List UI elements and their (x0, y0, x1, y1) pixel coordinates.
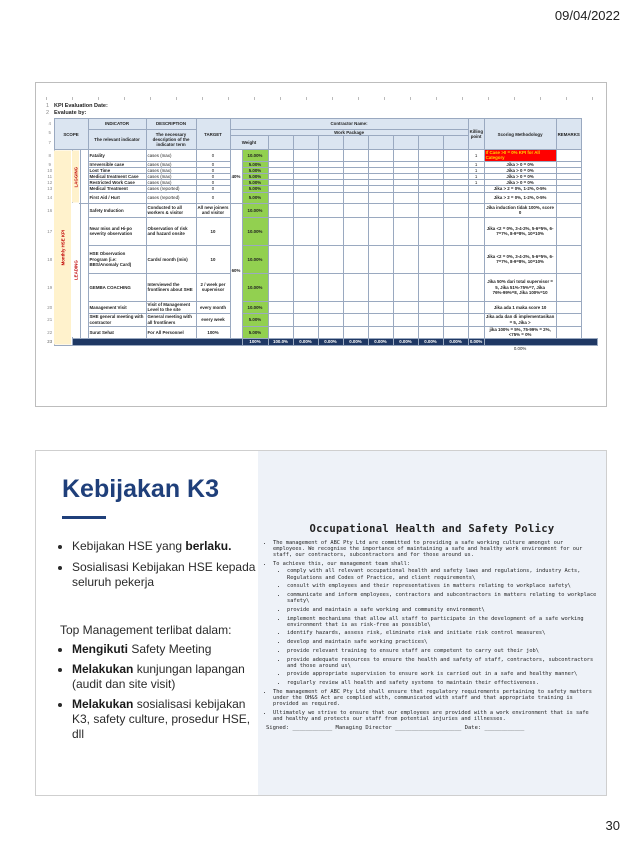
totals-spacer (72, 338, 242, 345)
lagging-description: cases (max) (146, 174, 196, 180)
leading-indicator: SHE general meeting with contractor (88, 313, 146, 326)
blank-row (54, 345, 484, 352)
score-cell (343, 150, 368, 161)
score-cell (443, 217, 468, 245)
total-score: 0.00% (443, 338, 468, 345)
scoring-header: Scoring Methodology (484, 119, 556, 150)
leading-killing-point (468, 273, 484, 301)
leading-killing-point (468, 203, 484, 217)
lagging-target: 0 (196, 167, 230, 173)
score-cell (318, 313, 343, 326)
management-verb: Melakukan (72, 662, 134, 676)
title-underline (62, 516, 106, 519)
scope-leading-label: LEADING (72, 203, 80, 338)
total-score: 0.00% (293, 338, 318, 345)
leading-scoring: Jika ada dan di implementasikan = 5, Jika > (485, 314, 555, 325)
totals-row (46, 338, 598, 345)
policy-item: • comply with all relevant occupational health and safety laws and regulations, industry Acts, Regulations and Codes of Practice, and client requirements\ (287, 568, 598, 580)
leading-weight: 10.00% (242, 245, 268, 273)
page-number: 30 (605, 818, 620, 833)
leading-indicator: Near miss and Hi-po severity observation (88, 217, 146, 245)
score-cell (368, 150, 393, 161)
leading-indicator: GEMBA COACHING (88, 273, 146, 301)
score-cell (318, 150, 343, 161)
row-number: 14 (47, 195, 53, 201)
leading-description: For All Personnel (146, 326, 196, 338)
score-cell (343, 217, 368, 245)
score-cell (443, 245, 468, 273)
row-number: 13 (47, 186, 53, 192)
bullet-item (72, 560, 260, 590)
remarks-cell (556, 217, 581, 245)
leading-target: All new joiners and visitor (197, 204, 229, 216)
lagging-indicator: Lost Time (88, 167, 146, 173)
score-cell (293, 245, 318, 273)
score-cell (318, 273, 343, 301)
policy-item: • develop and maintain safe working practices\ (287, 639, 598, 645)
leading-target: 2 / week per supervisor (196, 273, 230, 301)
leading-target: every week (196, 313, 230, 326)
lagging-weight: 5.00% (242, 161, 268, 167)
remarks-cell (556, 150, 581, 161)
row-number: 7 (48, 140, 51, 146)
row-number: 1 (46, 103, 50, 109)
leading-scoring: Jika <2 = 0%, 3-4-2%, 5-6=5%, 6-7=7%, 8-9=8%, 10=10% (484, 217, 556, 245)
score-cell (343, 203, 368, 217)
lagging-weight: 5.00% (242, 180, 268, 186)
score-cell (318, 192, 343, 203)
policy-item: • implement mechanisms that allow all staff to participate in the development of a safe working environment that is as risk-free as possible\ (287, 616, 598, 628)
remarks-cell (556, 313, 581, 326)
score-cell (293, 203, 318, 217)
killing-point-header: Killing point (468, 119, 484, 150)
leading-description: Cards/ month (min) (146, 245, 196, 273)
score-cell (393, 217, 418, 245)
lagging-killing-point: 1 (468, 180, 484, 186)
score-cell (368, 326, 393, 338)
lagging-weight: 5.00% (242, 192, 268, 203)
row-number: 22 (47, 329, 53, 335)
score-cell (268, 313, 293, 326)
policy-signature-line: Signed: ____________ Managing Director ____________________ Date: ____________ (266, 725, 525, 732)
row-number: 8 (48, 152, 51, 158)
row-number (46, 345, 54, 352)
policy-document (258, 451, 606, 795)
row-number: 16 (47, 207, 53, 213)
total-score: 0.00% (418, 338, 443, 345)
policy-item: • communicate and inform employees, contractors and subcontractors in matters relating to workplace safety\ (287, 592, 598, 604)
score-cell (418, 192, 443, 203)
remarks-cell (556, 245, 581, 273)
policy-item: • provide and maintain a safe working and community environment\ (287, 607, 598, 613)
leading-target: every month (196, 301, 230, 313)
score-cell (418, 217, 443, 245)
row-number: 11 (47, 174, 53, 180)
work-package-cell (393, 136, 418, 150)
scope-header: SCOPE (54, 119, 88, 150)
score-cell (368, 313, 393, 326)
total-score: 0.00% (368, 338, 393, 345)
lagging-description: cases (reported) (146, 186, 196, 192)
lagging-weight: 5.00% (242, 174, 268, 180)
bullet-text: Sosialisasi Kebijakan HSE kepada seluruh pekerja (72, 560, 256, 589)
indicator-header: INDICATOR (88, 119, 146, 130)
policy-item: • provide appropriate supervision to ensure work is carried out in a safe and healthy manner\ (287, 671, 598, 677)
lagging-scoring: Jika > 2 = 0%, 1-2%, 0-5% (484, 192, 556, 203)
row-number: 10 (47, 167, 53, 173)
header-date: 09/04/2022 (554, 8, 620, 23)
lagging-indicator: First Aid / Hurt (88, 192, 146, 203)
score-cell (268, 326, 293, 338)
leading-description: Conducted to all workers & visitor (146, 203, 196, 217)
leading-scoring: Jika 50% dari total supervisor = 5, Jika 51%-75%=7, Jika 76%-99%=8, Jika 100%=10 (484, 273, 556, 301)
score-cell (318, 301, 343, 313)
score-cell (343, 313, 368, 326)
total-group-weight: 100% (242, 338, 268, 345)
leading-description: Visit of Management Level to the site (146, 301, 196, 313)
policy-lead: To achieve this, our management team shall: (273, 561, 411, 568)
management-text: sosialisasi kebijakan K3, safety culture, prosedur HSE, dll (72, 697, 251, 741)
score-cell (368, 192, 393, 203)
scope-monthly-label: Monthly HSE KPI (54, 150, 72, 345)
lagging-target: 0 (196, 150, 230, 161)
score-cell (393, 150, 418, 161)
lagging-killing-point: 1 (468, 150, 484, 161)
lagging-weight: 5.00% (242, 167, 268, 173)
lagging-indicator: Restricted Work Case (88, 180, 146, 186)
leading-killing-point (468, 326, 484, 338)
total-score: 0.00% (318, 338, 343, 345)
policy-intro: • The management of ABC Pty Ltd are committed to providing a safe working culture amongst our employees. We recognise the importance of maintaining a safe and healthy work environment for our staff, our contractors, subcontractors and for those around us. (273, 540, 598, 559)
leading-description: General meeting with all frontliners (146, 313, 196, 326)
management-verb: Mengikuti (72, 642, 128, 656)
slide-title: Kebijakan K3 (62, 475, 220, 503)
lagging-target: 0 (196, 161, 230, 167)
row-number: 17 (47, 228, 53, 234)
leading-weight: 5.00% (242, 313, 268, 326)
remarks-cell (556, 273, 581, 301)
score-cell (443, 273, 468, 301)
remarks-header: REMARKS (556, 119, 581, 150)
leading-target: 10 (196, 245, 230, 273)
lagging-killing-point (468, 192, 484, 203)
lagging-scoring: If Case >0 = 0% KPI for All Category (484, 150, 556, 161)
score-cell (293, 273, 318, 301)
score-cell (268, 301, 293, 313)
leading-weight: 10.00% (242, 301, 268, 313)
totals-tail (484, 338, 597, 345)
row-number: 4 (48, 121, 51, 127)
score-cell (293, 313, 318, 326)
leading-indicator: Safety Induction (88, 203, 146, 217)
score-cell (293, 217, 318, 245)
management-item (72, 662, 260, 692)
score-cell (418, 326, 443, 338)
score-cell (418, 203, 443, 217)
evaluation-date-label: KPI Evaluation Date: (54, 103, 108, 109)
lagging-indicator: Irreversible case (88, 161, 146, 167)
evaluate-by-label: Evaluate by: (54, 110, 87, 116)
leading-target: 100% (196, 326, 230, 338)
remarks-cell (556, 301, 581, 313)
remarks-cell (556, 203, 581, 217)
row-number: 19 (47, 284, 53, 290)
bullet-text: Kebijakan HSE yang (72, 539, 186, 553)
lagging-scoring: Jika > 0 = 0% (484, 161, 556, 167)
row-number: 21 (47, 317, 53, 323)
score-cell (368, 245, 393, 273)
row-number: 9 (48, 161, 51, 167)
score-cell (393, 245, 418, 273)
leading-weight: 5.00% (242, 326, 268, 338)
lagging-description: cases (max) (146, 180, 196, 186)
score-cell (343, 301, 368, 313)
row-number: 18 (47, 256, 53, 262)
indicator-subheader: The relevant indicator (88, 130, 146, 150)
score-cell (293, 326, 318, 338)
policy-item: • regularly review all health and safety systems to maintain their effectiveness. (287, 680, 598, 686)
policy-closing: • The management of ABC Pty Ltd shall ensure that regulatory requirements pertaining to safety matters under the OH&S Act are complied with, communicated with staff and that appropriate training is provided as required. (273, 689, 598, 708)
kpi-slide (35, 82, 607, 407)
leading-description: Observation of risk and hazard onsite (146, 217, 196, 245)
leading-killing-point (468, 301, 484, 313)
kpi-spreadsheet (46, 97, 598, 402)
score-cell (268, 245, 293, 273)
row-number: 23 (47, 339, 53, 345)
policy-item: • provide relevant training to ensure staff are competent to carry out their job\ (287, 648, 598, 654)
bullet-item (72, 539, 260, 554)
lagging-killing-point: 1 (468, 167, 484, 173)
lagging-target: 0 (196, 174, 230, 180)
score-cell (268, 273, 293, 301)
score-cell (393, 326, 418, 338)
score-cell (268, 203, 293, 217)
lagging-target: 0 (196, 186, 230, 192)
total-score: 0.00% (343, 338, 368, 345)
score-cell (268, 150, 293, 161)
lagging-weight: 5.00% (242, 186, 268, 192)
policy-lead-item (273, 561, 598, 686)
target-header: TARGET (196, 119, 230, 150)
lagging-scoring: Jika > 2 = 0%, 1-2%, 0-5% (484, 186, 556, 192)
work-package-cell (293, 136, 318, 150)
score-cell (368, 217, 393, 245)
score-cell (368, 203, 393, 217)
score-cell (368, 273, 393, 301)
leading-weight: 10.00% (242, 203, 268, 217)
lagging-indicator: Medical treatment Case (88, 174, 146, 180)
score-cell (368, 301, 393, 313)
total-weight: 100.0% (268, 338, 293, 345)
lagging-killing-point: 1 (468, 161, 484, 167)
bullet-bold: berlaku. (185, 539, 232, 553)
kpi-table (46, 118, 598, 352)
score-cell (443, 192, 468, 203)
management-item (72, 642, 260, 657)
leading-scoring: Jika ada 1 maka score 10 (484, 301, 556, 313)
management-verb: Melakukan (72, 697, 134, 711)
leading-scoring: jika 100% = 5%, 75-99% = 2%, <75% = 0% (484, 326, 556, 338)
lagging-description: cases (max) (146, 167, 196, 173)
score-cell (293, 150, 318, 161)
score-cell (393, 313, 418, 326)
leading-group-weight: 60% (230, 203, 242, 338)
score-cell (393, 273, 418, 301)
management-text: kunjungan lapangan (audit dan site visit) (72, 662, 245, 691)
leading-weight: 10.00% (242, 217, 268, 245)
row-number: 20 (47, 304, 53, 310)
management-section (60, 623, 260, 747)
score-cell (268, 217, 293, 245)
lagging-description: cases (max) (146, 161, 196, 167)
score-cell (343, 273, 368, 301)
leading-indicator: Surat Sehat (88, 326, 146, 338)
lagging-spacer (80, 150, 88, 203)
description-subheader: The necessary description of the indicator term (146, 130, 196, 150)
leading-target: 10 (196, 217, 230, 245)
policy-bullets (60, 539, 260, 596)
policy-item: • provide adequate resources to ensure the health and safety of staff, contractors, subcontractors and those around us\ (287, 657, 598, 669)
row-number: 2 (46, 110, 50, 116)
score-cell (343, 192, 368, 203)
lagging-killing-point: 1 (468, 174, 484, 180)
blank-cell (556, 345, 581, 352)
row-number: 5 (48, 130, 51, 135)
score-cell (393, 301, 418, 313)
lagging-target: 0 (196, 192, 230, 203)
score-cell (268, 192, 293, 203)
column-ruler (46, 97, 598, 100)
score-cell (293, 301, 318, 313)
score-cell (418, 313, 443, 326)
management-heading: Top Management terlibat dalam: (60, 623, 232, 637)
leading-weight: 10.00% (242, 273, 268, 301)
contractor-name-header: Contractor Name: (230, 119, 468, 130)
leading-indicator: Management Visit (88, 301, 146, 313)
remarks-cell (556, 192, 581, 203)
score-cell (443, 150, 468, 161)
leading-description: Interviewed the frontliners about SHE (146, 273, 196, 301)
leading-killing-point (468, 217, 484, 245)
score-cell (443, 313, 468, 326)
lagging-indicator: Medical Treatment (88, 186, 146, 192)
lagging-indicator: Fatality (88, 150, 146, 161)
score-cell (293, 192, 318, 203)
score-cell (443, 326, 468, 338)
lagging-description: cases (reported) (146, 192, 196, 203)
score-cell (393, 192, 418, 203)
leading-scoring: Jika induction tidak 100%, score 0 (484, 203, 556, 217)
score-cell (393, 203, 418, 217)
score-cell (343, 245, 368, 273)
leading-scoring: Jika <2 = 0%, 3-4-2%, 5-6=5%, 6-7=7%, 8-9=8%, 10=10% (484, 245, 556, 273)
lagging-description: cases (max) (146, 150, 196, 161)
policy-slide (35, 450, 607, 796)
policy-item: • consult with employees and their representatives in matters relating to workplace safety\ (287, 583, 598, 589)
leading-killing-point (468, 313, 484, 326)
score-cell (418, 273, 443, 301)
work-package-cell (318, 136, 343, 150)
work-package-cell (368, 136, 393, 150)
lagging-scoring: Jika > 0 = 0% (484, 167, 556, 173)
lagging-group-weight: 40% (230, 150, 242, 203)
policy-title: Occupational Health and Safety Policy (309, 523, 555, 535)
remarks-cell (556, 326, 581, 338)
score-cell (443, 203, 468, 217)
policy-body (266, 540, 598, 732)
lagging-target: 0 (196, 180, 230, 186)
row-number: 12 (47, 180, 53, 186)
work-package-header: Work Package (230, 130, 468, 136)
work-package-cell (268, 136, 293, 150)
description-header: DESCRIPTION (146, 119, 196, 130)
score-cell (418, 245, 443, 273)
score-cell (318, 203, 343, 217)
sheet-meta (46, 103, 108, 117)
lagging-scoring: Jika > 0 = 0% (484, 180, 556, 186)
score-cell (318, 217, 343, 245)
work-package-cell (343, 136, 368, 150)
leading-spacer (80, 203, 88, 338)
work-package-cell (418, 136, 443, 150)
score-cell (443, 301, 468, 313)
total-score: 0.00% (393, 338, 418, 345)
score-cell (318, 245, 343, 273)
policy-closing: • Ultimately we strive to ensure that our employees are provided with a work environment that is safe and healthy and protects our staff from potential injuries and illnesses. (273, 710, 598, 722)
extra-total: 0.00% (513, 346, 527, 352)
lagging-scoring: Jika > 0 = 0% (484, 174, 556, 180)
lagging-weight: 10.00% (242, 150, 268, 161)
score-cell (343, 326, 368, 338)
scope-lagging-label: LAGGING (72, 150, 80, 203)
weight-header: Weight (230, 136, 268, 150)
total-score: 0.00% (469, 339, 483, 345)
score-cell (318, 326, 343, 338)
score-cell (418, 301, 443, 313)
work-package-cell (443, 136, 468, 150)
policy-item: • identify hazards, assess risk, eliminate risk and initiate risk control measures\ (287, 630, 598, 636)
leading-indicator: HSE Observation Program (i.e: BBS/Anomaly Card) (88, 245, 146, 273)
leading-killing-point (468, 245, 484, 273)
management-text: Safety Meeting (128, 642, 212, 656)
score-cell (418, 150, 443, 161)
management-item (72, 697, 260, 742)
